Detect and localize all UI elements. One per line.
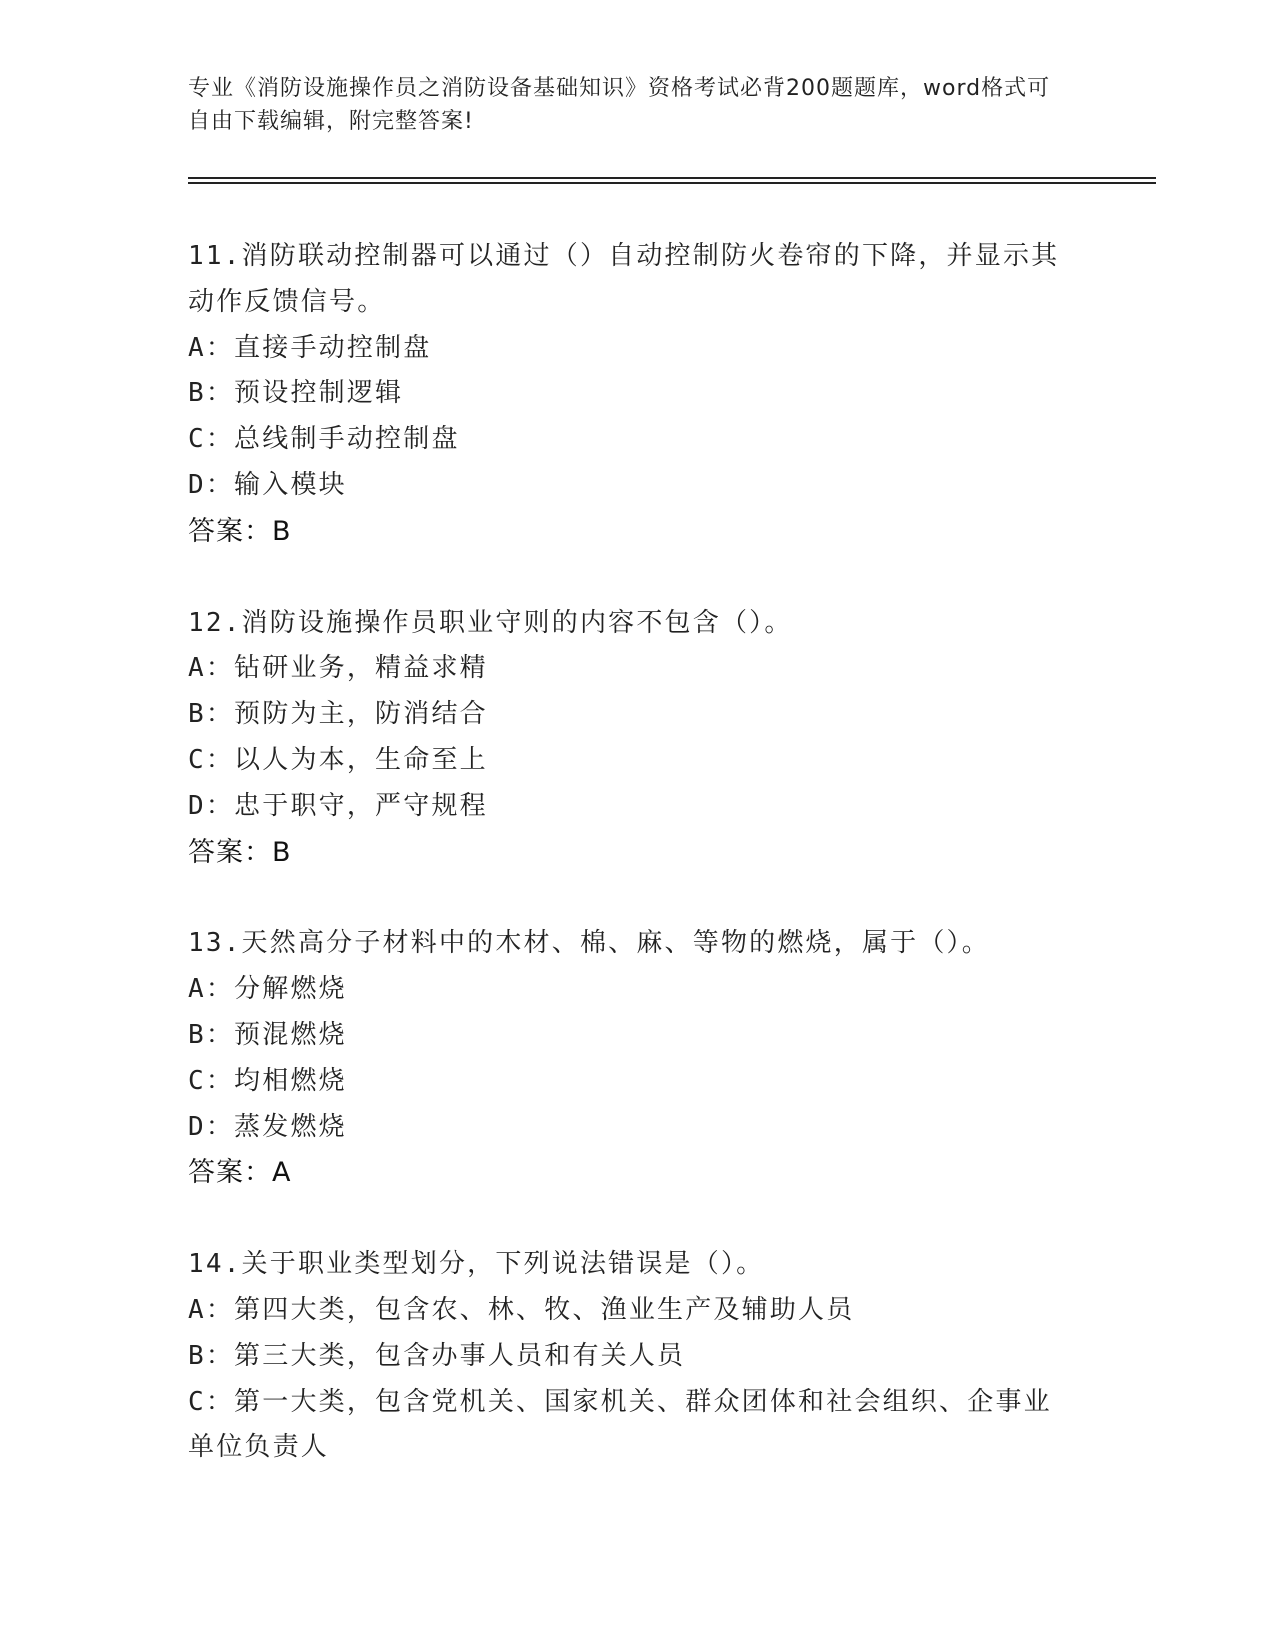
question-stem: 13.天然高分子材料中的木材、棉、麻、等物的燃烧，属于（）。 — [188, 928, 990, 959]
option-b: B：预设控制逻辑 — [188, 378, 404, 409]
option-d: D：输入模块 — [188, 469, 347, 500]
option-d: D：蒸发燃烧 — [188, 1111, 347, 1142]
option-b: B：预防为主，防消结合 — [188, 699, 488, 730]
option-c: C：总线制手动控制盘 — [188, 424, 460, 455]
answer-label: 答案：B — [188, 836, 292, 868]
answer-label: 答案：B — [188, 515, 292, 547]
document-header — [188, 72, 1068, 138]
option-a: A：分解燃烧 — [188, 974, 347, 1005]
question-12 — [188, 601, 1088, 876]
question-stem: 11.消防联动控制器可以通过（）自动控制防火卷帘的下降，并显示其动作反馈信号。 — [188, 241, 1060, 317]
question-stem: 14.关于职业类型划分，下列说法错误是（）。 — [188, 1249, 765, 1280]
question-stem: 12.消防设施操作员职业守则的内容不包含（）。 — [188, 607, 793, 638]
option-a: A：第四大类，包含农、林、牧、渔业生产及辅助人员 — [188, 1294, 855, 1325]
option-c: C：均相燃烧 — [188, 1065, 347, 1096]
header-rule-bottom — [188, 182, 1156, 184]
option-b: B：第三大类，包含办事人员和有关人员 — [188, 1340, 686, 1371]
question-list — [188, 234, 1088, 1517]
question-11 — [188, 234, 1088, 555]
header-rule-top — [188, 177, 1156, 179]
option-a: A：直接手动控制盘 — [188, 332, 432, 363]
option-c: C：以人为本，生命至上 — [188, 744, 488, 775]
answer-label: 答案：A — [188, 1157, 292, 1189]
question-13 — [188, 921, 1088, 1196]
option-d: D：忠于职守，严守规程 — [188, 790, 488, 821]
option-c: C：第一大类，包含党机关、国家机关、群众团体和社会组织、企事业单位负责人 — [188, 1386, 1052, 1463]
question-14 — [188, 1242, 1088, 1471]
option-a: A：钻研业务，精益求精 — [188, 653, 488, 684]
option-b: B：预混燃烧 — [188, 1019, 347, 1050]
header-text: 专业《消防设施操作员之消防设备基础知识》资格考试必背200题题库，word格式可自由下载编辑，附完整答案! — [188, 76, 1051, 134]
